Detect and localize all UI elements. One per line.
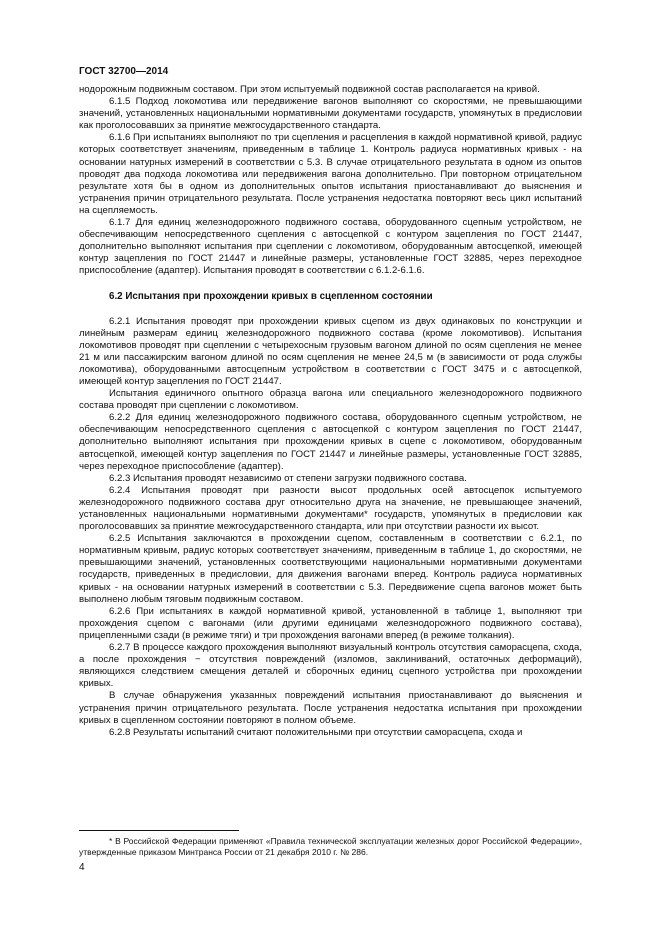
page-number: 4	[79, 862, 85, 873]
paragraph-6-2-2: 6.2.2 Для единиц железнодорожного подвижного состава, оборудованного сцепным устройством, не обеспечивающим непосредственного сцепления с автосцепкой с контуром зацепления по ГОСТ 21447, дополнительно выполняют испытания при прохождении кривых в сцепе с локомотивом, оборудованным автосцепкой, имеющей контур зацепления по ГОСТ 21447 и линейные размеры, установленные ГОСТ 32885, через переходное приспособление (адаптер).	[79, 412, 582, 472]
paragraph: В случае обнаружения указанных повреждений испытания приостанавливают до выяснения и устранения причин отрицательного результата. После устранения недостатка испытания при прохождении кривых в сцепленном состоянии повторяют в полном объеме.	[79, 690, 582, 726]
paragraph-6-2-6: 6.2.6 При испытаниях в каждой нормативной кривой, установленной в таблице 1, выполняют три прохождения сцепом с вагонами (или другими единицами железнодорожного подвижного состава), прицепленными сзади (в режиме тяги) и три прохождения вагонами вперед (в режиме толкания).	[79, 605, 582, 641]
paragraph-6-2-1: 6.2.1 Испытания проводят при прохождении кривых сцепом из двух одинаковых по конструкции и линейным размерам единиц железнодорожного подвижного состава (кроме локомотивов). Испытания локомотивов проводят при сцеплении с четырехосным грузовым вагоном длиной по осям сцепления не менее 21 м или пассажирским вагоном длиной по осям сцепления не менее 24,5 м (в зависимости от рода службы локомотива), оборудованными автосцепным устройством в соответствии с ГОСТ 3475 и с автосцепкой, имеющей контур зацепления по ГОСТ 21447.	[79, 315, 582, 387]
paragraph-6-2-3: 6.2.3 Испытания проводят независимо от степени загрузки подвижного состава.	[109, 472, 467, 484]
footnote-divider	[79, 830, 239, 831]
paragraph: Испытания единичного опытного образца вагона или специального железнодорожного подвижного состава проводят при сцеплении с локомотивом.	[79, 388, 582, 412]
paragraph-6-1-5: 6.1.5 Подход локомотива или передвижение вагонов выполняют со скоростями, не превышающими значений, установленных национальными нормативными документами государств, упомянутых в предисловии как проголосовавших за принятие межгосударственного стандарта.	[79, 96, 582, 132]
document-header: ГОСТ 32700—2014	[79, 66, 169, 77]
paragraph-6-2-5: 6.2.5 Испытания заключаются в прохождении сцепом, составленным в соответствии с 6.2.1, по нормативным кривым, радиус которых соответствует значениям, приведенным в таблице 1, до скоростями, не превышающими значений, установленных соответствующими национальными нормативными документами государств, приведенных в предисловии, для движения вагонами вперед. Контроль радиуса нормативных кривых - на основании натурных измерений в соответствии с 5.3. Передвижение сцепа вагонов может быть выполнено любым тяговым подвижным составом.	[79, 533, 582, 605]
paragraph-6-2-8: 6.2.8 Результаты испытаний считают положительными при отсутствии саморасцепа, схода и	[109, 726, 523, 738]
paragraph: нодорожным подвижным составом. При этом испытуемый подвижной состав располагается на кривой.	[79, 84, 540, 95]
paragraph-6-2-7: 6.2.7 В процессе каждого прохождения выполняют визуальный контроль отсутствия саморасцепа, схода, а после прохождения − отсутствия повреждений (изломов, заклиниваний, остаточных деформаций), являющихся следствием смещения деталей и сборочных единиц сцепного устройства при прохождении кривых.	[79, 642, 582, 690]
section-heading-6-2: 6.2 Испытания при прохождении кривых в сцепленном состоянии	[109, 290, 433, 302]
paragraph-6-1-6: 6.1.6 При испытаниях выполняют по три сцепления и расцепления в каждой нормативной кривой, радиус которых соответствует значениям, приведенным в таблице 1. Контроль радиуса нормативных кривых - на основании натурных измерений в соответствии с 5.3. В случае отрицательного результата в одном из опытов проводят два подхода локомотива или передвижения вагона дополнительно. При повторном отрицательном результате хотя бы в одном из дополнительных опытов испытания приостанавливают до выяснения и устранения причин отрицательного результата. После устранения недостатка повторяют весь цикл испытаний на сцепляемость.	[79, 132, 582, 216]
paragraph-6-1-7: 6.1.7 Для единиц железнодорожного подвижного состава, оборудованного сцепным устройством, не обеспечивающим непосредственного сцепления с автосцепкой с контуром зацепления по ГОСТ 21447, дополнительно выполняют испытания при сцеплении с локомотивом, оборудованным автосцепкой, имеющей контур зацепления по ГОСТ 21447 и линейные размеры, установленные ГОСТ 32885, через переходное приспособление (адаптер). Испытания проводят в соответствии с 6.1.2-6.1.6.	[79, 217, 582, 277]
footnote: * В Российской Федерации применяют «Правила технической эксплуатации железных дорог Российской Федерации», утвержденные приказом Минтранса России от 21 декабря 2010 г. № 286.	[79, 836, 582, 857]
paragraph-6-2-4: 6.2.4 Испытания проводят при разности высот продольных осей автосцепок испытуемого железнодорожного подвижного состава друг относительно друга на значение, не превышающее значений, установленных национальными нормативными документами* государств, упомянутых в предисловии как проголосовавших за принятие межгосударственного стандарта, или при отсутствии разности их высот.	[79, 484, 582, 533]
document-body	[79, 84, 582, 739]
